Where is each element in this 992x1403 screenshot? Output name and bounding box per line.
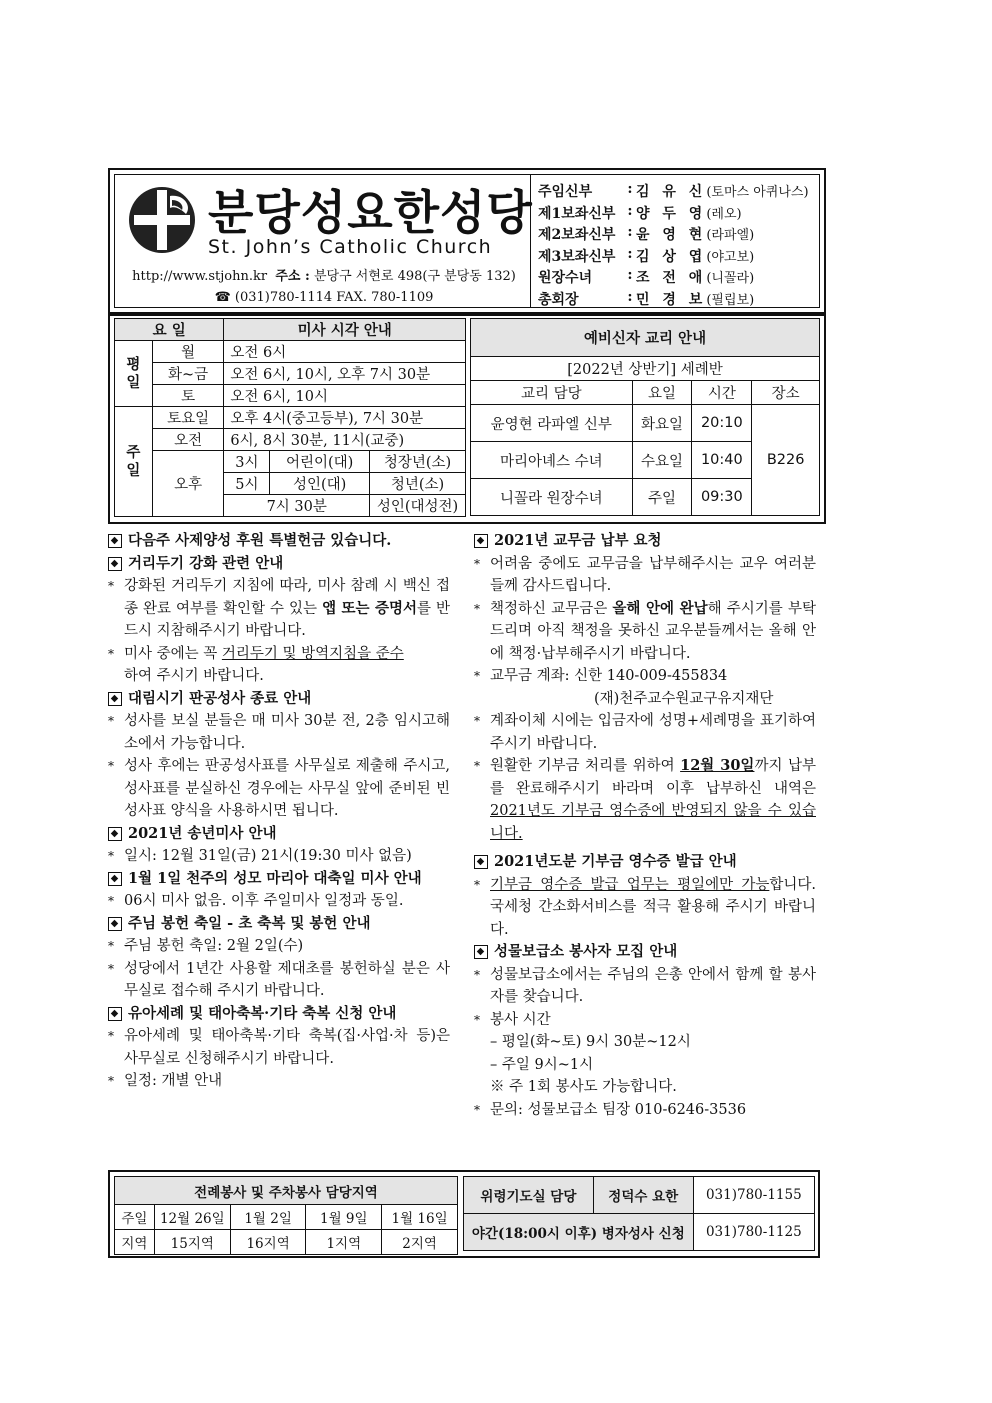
zones-title: 전례봉사 및 주차봉사 담당지역 xyxy=(115,1177,458,1205)
pm-time-3: 7시 30분 xyxy=(224,495,370,517)
notice-item: * 성물보급소에서는 주님의 은총 안에서 함께 할 봉사자를 찾습니다. xyxy=(474,966,816,1005)
zones-area: 16지역 xyxy=(230,1230,306,1255)
catechism-day: 주일 xyxy=(632,479,692,516)
notice-item: * 어려움 중에도 교무금을 납부해주시는 교우 여러분들께 감사드립니다. xyxy=(474,555,816,594)
zones-area: 15지역 xyxy=(154,1230,230,1255)
zones-area: 1지역 xyxy=(306,1230,382,1255)
notice-bullet-icon xyxy=(108,1007,122,1021)
contact-phone: 031)780-1155 xyxy=(693,1177,814,1214)
clergy-saint-name: (니꼴라) xyxy=(706,271,755,287)
clergy-name: 민 경 보 xyxy=(636,291,707,308)
zones-row-label: 지역 xyxy=(115,1230,155,1255)
notice-title: 주님 봉헌 축일 - 초 축복 및 봉헌 안내 xyxy=(108,913,450,936)
service-note: ※ 주 1회 봉사도 가능합니다. xyxy=(490,1079,677,1095)
mass-head-day: 요 일 xyxy=(115,319,224,341)
notice-item: * 강화된 거리두기 지침에 따라, 미사 참례 시 백신 접종 완료 여부를 확인할 수 있는 앱 또는 증명서를 반드시 지참해주시기 바랍니다. xyxy=(108,578,450,639)
service-zones-table xyxy=(114,1176,458,1255)
notice-title: 2021년 송년미사 안내 xyxy=(108,823,450,846)
clergy-sep: : xyxy=(627,245,633,262)
church-logo-icon xyxy=(126,184,198,256)
notices-left xyxy=(108,530,450,1093)
notice-item: * 유아세례 및 태아축복·기타 축복(집·사업·차 등)은 사무실로 신청해주시기 바랍니다. xyxy=(108,1028,450,1067)
clergy-row xyxy=(538,203,824,225)
notice-title: 2021년도분 기부금 영수증 발급 안내 xyxy=(474,851,816,874)
pm-time-2: 5시 xyxy=(224,473,270,495)
notice-item: * 교무금 계좌: 신한 140-009-455834 xyxy=(474,668,728,684)
clergy-row xyxy=(538,224,824,246)
account-holder: (재)천주교수원교구유지재단 xyxy=(594,690,774,707)
pm-mass-1b: 청장년(소) xyxy=(370,451,466,473)
clergy-list xyxy=(538,181,824,311)
notice-item: * 미사 중에는 꼭 거리두기 및 방역지침을 준수 하여 주시기 바랍니다. xyxy=(108,645,404,684)
contacts-table xyxy=(463,1176,815,1251)
notice-title: 대림시기 판공성사 종료 안내 xyxy=(108,688,450,711)
clergy-sep: : xyxy=(627,181,633,197)
mass-head-time: 미사 시각 안내 xyxy=(224,319,466,341)
catechism-col-time: 시간 xyxy=(692,381,752,405)
catechism-day: 수요일 xyxy=(632,442,692,479)
zones-date: 12월 26일 xyxy=(154,1205,230,1230)
notice-bullet-icon xyxy=(108,534,122,548)
notice-title: 성물보급소 봉사자 모집 안내 xyxy=(474,941,816,964)
clergy-name: 양 두 영 xyxy=(636,205,707,222)
clergy-role: 원장수녀 xyxy=(538,270,593,287)
catechism-teacher: 니꼴라 원장수녀 xyxy=(471,479,633,516)
day-sun-pm: 오후 xyxy=(152,451,224,517)
clergy-name: 조 전 애 xyxy=(636,270,707,287)
time-tue-fri: 오전 6시, 10시, 오후 7시 30분 xyxy=(224,363,466,385)
church-name: 분당성요한성당 xyxy=(208,186,533,241)
church-contact xyxy=(120,266,528,308)
notice-title: 거리두기 강화 관련 안내 xyxy=(108,553,450,576)
catechism-time: 10:40 xyxy=(692,442,752,479)
pm-mass-2a: 성인(대) xyxy=(270,473,370,495)
address: 분당구 서현로 498(구 분당동 132) xyxy=(313,269,516,284)
catechism-table xyxy=(470,318,820,516)
service-time: – 주일 9시~1시 xyxy=(490,1056,594,1073)
clergy-saint-name: (필립보) xyxy=(706,292,755,308)
pm-mass-1a: 어린이(대) xyxy=(270,451,370,473)
clergy-role: 총회장 xyxy=(538,291,579,308)
notice-item: * 성사를 보실 분들은 매 미사 30분 전, 2층 임시고해소에서 가능합니다. xyxy=(108,713,450,752)
contact-person: 정덕수 요한 xyxy=(593,1177,693,1214)
time-sat: 오전 6시, 10시 xyxy=(224,385,466,407)
pm-time-1: 3시 xyxy=(224,451,270,473)
day-sun-am: 오전 xyxy=(152,429,224,451)
notice-item: * 일정: 개별 안내 xyxy=(108,1073,223,1089)
notice-bullet-icon xyxy=(108,917,122,931)
clergy-row xyxy=(538,289,824,311)
notice-bullet-icon xyxy=(108,872,122,886)
catechism-day: 화요일 xyxy=(632,405,692,442)
notice-item: * 원활한 기부금 처리를 위하여 12월 30일까지 납부를 완료해주시기 바라며 이후 납부하신 내역은 2021년도 기부금 영수증에 반영되지 않을 수 있습니다. xyxy=(474,757,816,842)
clergy-sep: : xyxy=(627,267,633,284)
address-label: 주소 : xyxy=(275,269,310,284)
zones-date: 1월 9일 xyxy=(306,1205,382,1230)
clergy-role: 주임신부 xyxy=(538,184,593,200)
catechism-place: B226 xyxy=(752,405,820,516)
catechism-subtitle: [2022년 상반기] 세례반 xyxy=(471,357,820,381)
catechism-time: 20:10 xyxy=(692,405,752,442)
clergy-sep: : xyxy=(627,202,633,219)
mass-schedule-table xyxy=(114,318,466,517)
day-mon: 월 xyxy=(152,341,224,363)
notices-right xyxy=(474,530,816,1121)
notice-item: * 06시 미사 없음. 이후 주일미사 일정과 동일. xyxy=(108,893,404,909)
zones-date: 1월 16일 xyxy=(382,1205,458,1230)
clergy-sep: : xyxy=(627,288,633,305)
clergy-row xyxy=(538,267,824,289)
zones-area: 2지역 xyxy=(382,1230,458,1255)
notice-item: * 기부금 영수증 발급 업무는 평일에만 가능합니다. 국세청 간소화서비스를 적극 활용해 주시기 바랍니다. xyxy=(474,876,816,938)
clergy-role: 제1보좌신부 xyxy=(538,205,616,222)
clergy-name: 김 상 엽 xyxy=(636,248,707,265)
time-sat-vigil: 오후 4시(중고등부), 7시 30분 xyxy=(224,407,466,429)
catechism-title: 예비신자 교리 안내 xyxy=(471,319,820,357)
notice-bullet-icon xyxy=(474,534,488,548)
notice-title: 2021년 교무금 납부 요청 xyxy=(474,530,816,553)
day-sat-vigil: 토요일 xyxy=(152,407,224,429)
notice-title: 유아세례 및 태아축복·기타 축복 신청 안내 xyxy=(108,1003,450,1026)
contact-label: 야간(18:00시 이후) 병자성사 신청 xyxy=(464,1214,694,1251)
clergy-saint-name: (토마스 아퀴나스) xyxy=(706,185,809,200)
clergy-saint-name: (야고보) xyxy=(706,249,755,265)
clergy-row xyxy=(538,181,824,203)
zones-row-label: 주일 xyxy=(115,1205,155,1230)
notice-item: * 성사 후에는 판공성사표를 사무실로 제출해 주시고, 성사표를 분실하신 경우에는 사무실 앞에 준비된 빈 성사표 양식을 사용하시면 됩니다. xyxy=(108,758,450,819)
time-sun-am: 6시, 8시 30분, 11시(교중) xyxy=(224,429,466,451)
service-time: – 평일(화~토) 9시 30분~12시 xyxy=(490,1034,691,1050)
phone-fax: ☎ (031)780-1114 FAX. 780-1109 xyxy=(214,290,434,305)
notice-bullet-icon xyxy=(474,945,488,959)
catechism-teacher: 마리아녜스 수녀 xyxy=(471,442,633,479)
catechism-col-day: 요일 xyxy=(632,381,692,405)
clergy-row xyxy=(538,246,824,268)
clergy-name: 윤 영 현 xyxy=(636,227,707,244)
catechism-col-teacher: 교리 담당 xyxy=(471,381,633,405)
catechism-teacher: 윤영현 라파엘 신부 xyxy=(471,405,633,442)
pm-mass-3: 성인(대성전) xyxy=(370,495,466,517)
website-link[interactable]: http://www.stjohn.kr xyxy=(132,269,268,284)
notice-title: 다음주 사제양성 후원 특별헌금 있습니다. xyxy=(108,530,450,553)
pm-mass-2b: 청년(소) xyxy=(370,473,466,495)
time-mon: 오전 6시 xyxy=(224,341,466,363)
church-name-english: St. John’s Catholic Church xyxy=(208,236,493,258)
notice-item: * 성당에서 1년간 사용할 제대초를 봉헌하실 분은 사무실로 접수해 주시기 바랍니다. xyxy=(108,960,450,999)
notice-bullet-icon xyxy=(474,855,488,869)
clergy-saint-name: (라파엘) xyxy=(706,228,755,244)
clergy-name: 김 유 신 xyxy=(636,184,707,200)
notice-item: * 책정하신 교무금은 올해 안에 완납해 주시기를 부탁드리며 아직 책정을 못하신 교우분들께서는 올해 안에 책정·납부해주시기 바랍니다. xyxy=(474,599,816,662)
notice-item: * 문의: 성물보급소 팀장 010-6246-3536 xyxy=(474,1101,747,1118)
clergy-role: 제2보좌신부 xyxy=(538,227,616,244)
notice-bullet-icon xyxy=(108,827,122,841)
contact-phone: 031)780-1125 xyxy=(693,1214,814,1251)
sunday-label: 주 일 xyxy=(115,407,153,517)
catechism-time: 09:30 xyxy=(692,479,752,516)
notice-bullet-icon xyxy=(108,557,122,571)
notice-title: 1월 1일 천주의 성모 마리아 대축일 미사 안내 xyxy=(108,868,450,891)
day-sat: 토 xyxy=(152,385,224,407)
notice-item: * 주님 봉헌 축일: 2월 2일(수) xyxy=(108,938,304,954)
notice-item: * 봉사 시간 xyxy=(474,1011,551,1028)
day-tue-fri: 화~금 xyxy=(152,363,224,385)
clergy-saint-name: (레오) xyxy=(706,206,742,222)
clergy-role: 제3보좌신부 xyxy=(538,248,616,265)
notice-item: * 일시: 12월 31일(금) 21시(19:30 미사 없음) xyxy=(108,848,412,864)
catechism-col-place: 장소 xyxy=(752,381,820,405)
notice-bullet-icon xyxy=(108,692,122,706)
clergy-sep: : xyxy=(627,224,633,241)
contact-label: 위령기도실 담당 xyxy=(464,1177,594,1214)
notice-item: * 계좌이체 시에는 입금자에 성명+세례명을 표기하여주시기 바랍니다. xyxy=(474,713,816,752)
weekday-label: 평 일 xyxy=(115,341,153,407)
zones-date: 1월 2일 xyxy=(230,1205,306,1230)
